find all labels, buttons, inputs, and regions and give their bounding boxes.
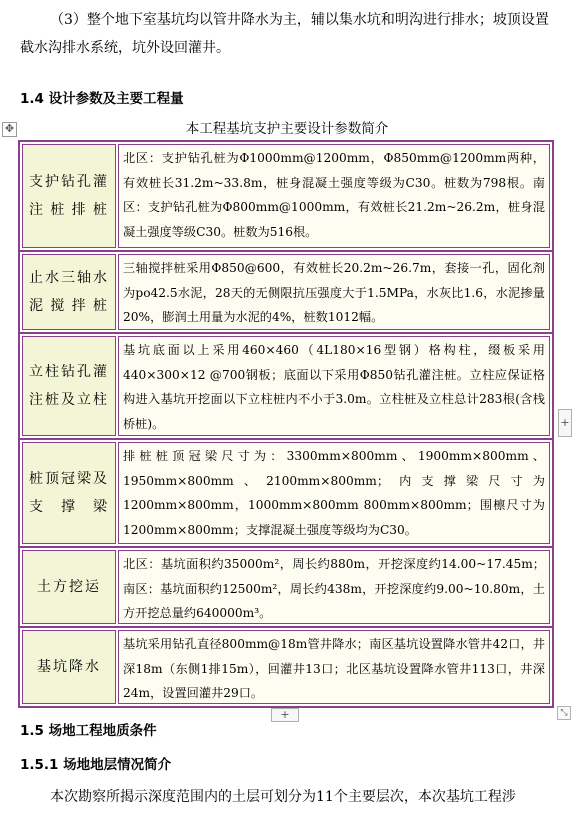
row-content: 三轴搅拌桩采用Φ850@600，有效桩长20.2m~26.7m，套接一孔，固化剂为po42.5水泥，28天的无侧限抗压强度大于1.5MPa，水灰比1.6，水泥掺量20%，膨润土用量为水泥的4%，桩数1012幅。 [118, 254, 550, 330]
add-row-plus-icon[interactable]: + [271, 708, 299, 722]
row-label: 基坑降水 [22, 630, 116, 704]
intro-paragraph: （3）整个地下室基坑均以管井降水为主，辅以集水坑和明沟进行排水；坡顶设置截水沟排水系统，坑外设回灌井。 [20, 12, 549, 56]
row-label: 支护钻孔灌注桩排桩 [22, 144, 116, 248]
row-content: 基坑底面以上采用460×460（4L180×16型钢）格构柱，缀板采用440×300×12 @700钢板；底面以下采用Φ850钻孔灌注桩。立柱应保证格构进入基坑开挖面以下立柱桩内不小于3.0m。立柱桩及立柱总计283根(含栈桥桩)。 [118, 336, 550, 436]
row-content: 北区：基坑面积约35000m²，周长约880m，开挖深度约14.00~17.45m；南区：基坑面积约12500m²，周长约438m，开挖深度约9.00~10.80m，土方开挖总量约640000m³。 [118, 550, 550, 624]
row-content: 基坑采用钻孔直径800mm@18m管井降水；南区基坑设置降水管井42口，井深18m（东侧1排15m），回灌井13口；北区基坑设置降水管井113口，井深24m，设置回灌井29口。 [118, 630, 550, 704]
move-cross-icon[interactable]: ✥ [2, 122, 17, 137]
row-label: 止水三轴水泥搅拌桩 [22, 254, 116, 330]
table-row [20, 440, 552, 548]
row-content: 北区：支护钻孔桩为Φ1000mm@1200mm，Φ850mm@1200mm两种，有效桩长31.2m~33.8m，桩身混凝土强度等级为C30。桩数为798根。南区：支护钻孔桩为Φ800mm@1000mm，有效桩长21.2m~26.2m，桩身混凝土强度等级C30。桩数为516根。 [118, 144, 550, 248]
row-label: 立柱钻孔灌注桩及立柱 [22, 336, 116, 436]
add-column-plus-icon[interactable]: + [558, 409, 572, 437]
section-heading-1-4: 1.4 设计参数及主要工程量 [20, 91, 184, 107]
section-heading-1-5-1: 1.5.1 场地地层情况简介 [20, 757, 172, 773]
table-row [20, 548, 552, 628]
section-heading-1-5: 1.5 场地工程地质条件 [20, 723, 157, 739]
row-content: 排桩桩顶冠梁尺寸为：3300mm×800mm、1900mm×800mm、1950mm×800mm、2100mm×800mm；内支撑梁尺寸为1200mm×800mm，1000mm×800mm 800mm×800mm；围檩尺寸为1200mm×800mm；支撑混凝土强度等级均为C30。 [118, 442, 550, 544]
table-row [20, 334, 552, 440]
table-caption: 本工程基坑支护主要设计参数简介 [185, 121, 389, 137]
table-row [20, 252, 552, 334]
resize-diagonal-icon[interactable]: ⤡ [557, 706, 571, 720]
design-parameters-table [18, 140, 554, 708]
table-row [20, 142, 552, 252]
row-label: 土方挖运 [22, 550, 116, 624]
row-label: 桩顶冠梁及支撑梁 [22, 442, 116, 544]
table-row [20, 628, 552, 706]
strata-paragraph: 本次勘察所揭示深度范围内的土层可划分为11个主要层次，本次基坑工程涉 [50, 789, 516, 805]
